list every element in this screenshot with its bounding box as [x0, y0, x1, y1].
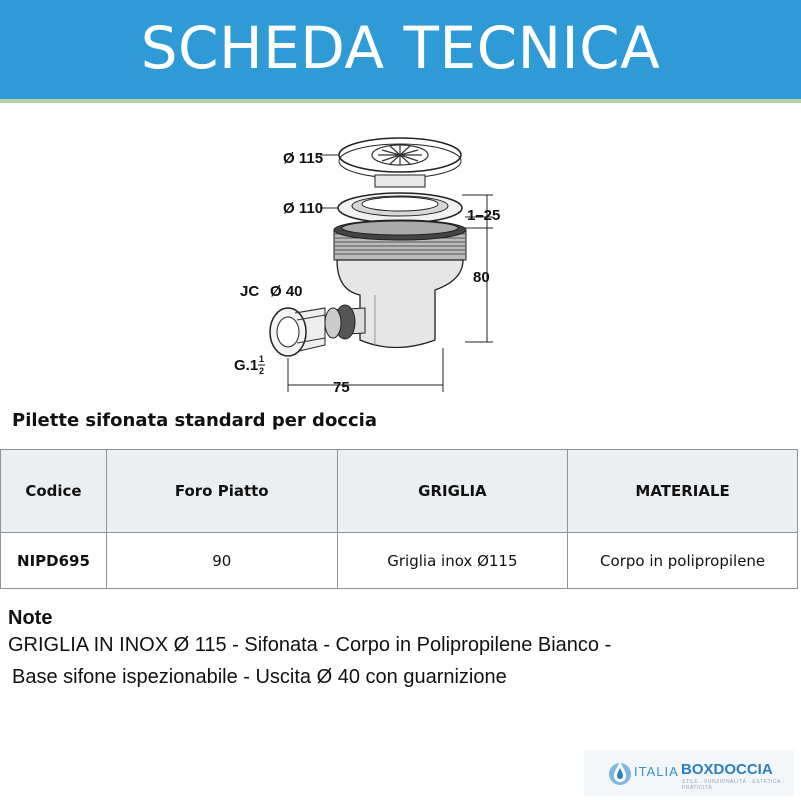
header-materiale: MATERIALE — [568, 450, 798, 533]
spec-table — [0, 449, 798, 589]
siphon-technical-drawing — [225, 130, 525, 400]
spec-table-header-row — [1, 450, 798, 533]
note-text-line-2: Base sifone ispezionabile - Uscita Ø 40 con guarnizione — [12, 666, 507, 688]
flange-diameter-label: Ø 110 — [283, 200, 324, 217]
height-label: 80 — [473, 269, 490, 286]
brand-logo — [584, 750, 794, 796]
logo-text-boxdoccia: BOXDOCCIA — [681, 761, 773, 778]
cell-codice: NIPD695 — [1, 533, 107, 589]
jc-label: JC — [240, 283, 260, 300]
grid-diameter-label: Ø 115 — [283, 150, 324, 167]
page-title: SCHEDA TECNICA — [140, 14, 661, 82]
product-title: Pilette sifonata standard per doccia — [12, 410, 377, 431]
length-label: 75 — [333, 379, 350, 396]
logo-tagline: STILE · FUNZIONALITÀ · ESTETICA · PRATICITÀ — [682, 779, 785, 791]
table-row — [1, 533, 798, 589]
header-divider — [0, 99, 801, 103]
cell-foro-piatto: 90 — [106, 533, 337, 589]
note-heading: Note — [8, 607, 53, 629]
cell-griglia: Griglia inox Ø115 — [337, 533, 568, 589]
cell-materiale: Corpo in polipropilene — [568, 533, 798, 589]
header-foro-piatto: Foro Piatto — [106, 450, 337, 533]
note-text-line-1: GRIGLIA IN INOX Ø 115 - Sifonata - Corpo in Polipropilene Bianco - — [8, 634, 612, 656]
thread-fraction-num: 1 — [259, 354, 265, 364]
outlet-diameter-label: Ø 40 — [270, 283, 303, 300]
header-codice: Codice — [1, 450, 107, 533]
logo-text-italia: ITALIA — [634, 764, 679, 779]
thread-fraction-den: 2 — [259, 366, 265, 376]
thread-label: G.1 — [234, 357, 259, 374]
header-griglia: GRIGLIA — [337, 450, 568, 533]
water-drop-icon — [609, 759, 631, 787]
adjust-range-label: 1–25 — [467, 207, 501, 224]
